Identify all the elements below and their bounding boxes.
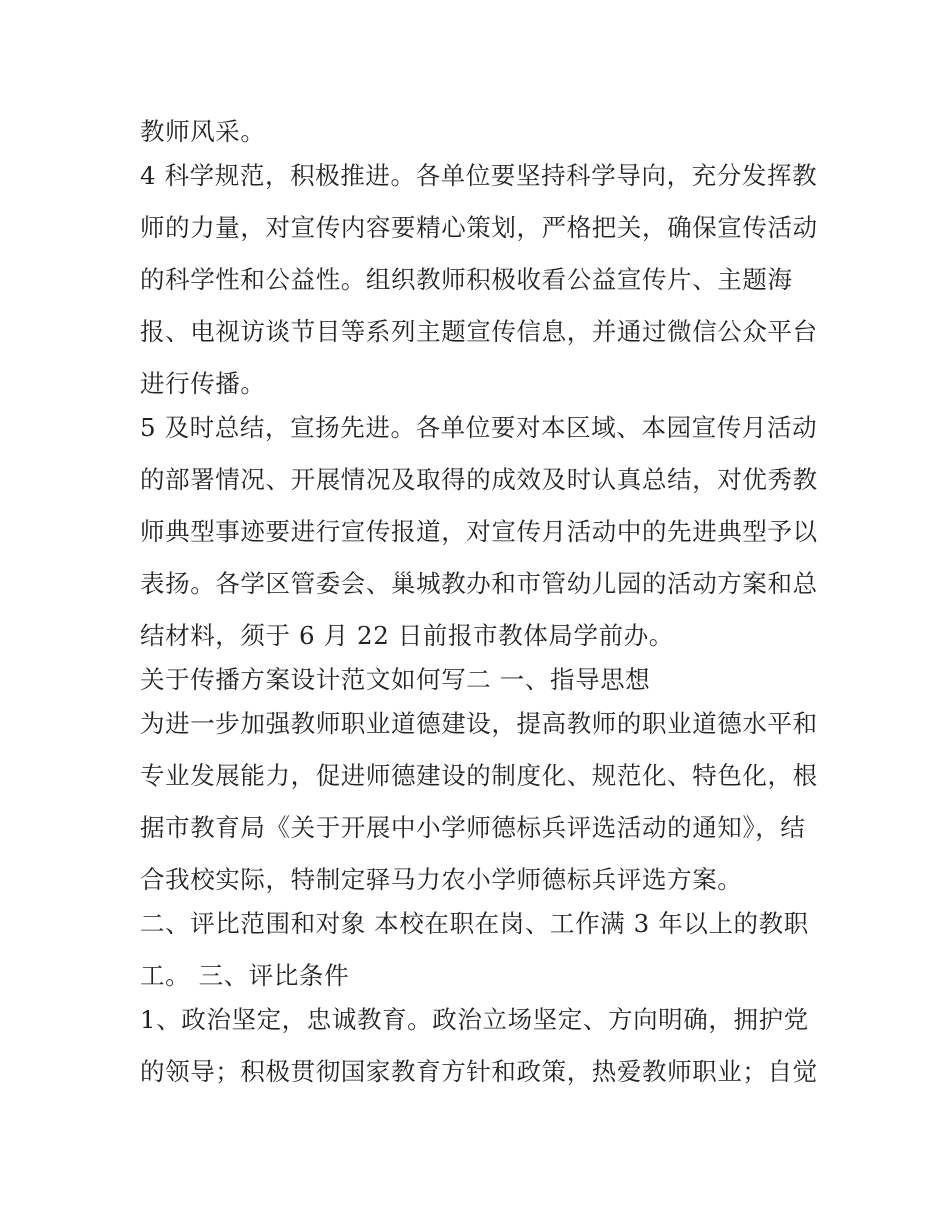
paragraph-line: 结材料，须于 6 月 22 日前报市教体局学前办。	[140, 621, 674, 650]
paragraph-line: 1、政治坚定，忠诚教育。政治立场坚定、方向明确，拥护党	[140, 1005, 809, 1034]
paragraph-line: 的部署情况、开展情况及取得的成效及时认真总结，对优秀教	[140, 465, 818, 494]
paragraph-line: 师典型事迹要进行宣传报道，对宣传月活动中的先进典型予以	[140, 517, 818, 546]
paragraph-line: 进行传播。	[140, 369, 266, 398]
paragraph-line: 的科学性和公益性。组织教师积极收看公益宣传片、主题海	[140, 265, 793, 294]
paragraph-line: 为进一步加强教师职业道德建设，提高教师的职业道德水平和	[140, 709, 818, 738]
paragraph-line: 教师风采。	[140, 117, 266, 146]
paragraph-line: 工。 三、评比条件	[140, 961, 350, 990]
paragraph-line: 专业发展能力，促进师德建设的制度化、规范化、特色化，根	[140, 761, 818, 790]
paragraph-line: 5 及时总结，宣扬先进。各单位要对本区域、本园宣传月活动	[140, 413, 818, 442]
paragraph-line: 据市教育局《关于开展中小学师德标兵评选活动的通知》，结	[140, 813, 806, 842]
section-heading: 关于传播方案设计范文如何写二 一、指导思想	[140, 665, 651, 694]
document-page	[140, 106, 820, 1098]
paragraph-line: 表扬。各学区管委会、巢城教办和市管幼儿园的活动方案和总	[140, 569, 818, 598]
paragraph-line: 报、电视访谈节目等系列主题宣传信息，并通过微信公众平台	[140, 317, 818, 346]
paragraph-line: 的领导；积极贯彻国家教育方针和政策，热爱教师职业；自觉	[140, 1057, 818, 1086]
paragraph-line: 二、评比范围和对象 本校在职在岗、工作满 3 年以上的教职	[140, 909, 809, 938]
paragraph-line: 合我校实际，特制定驿马力农小学师德标兵评选方案。	[140, 865, 743, 894]
paragraph-line: 师的力量，对宣传内容要精心策划，严格把关，确保宣传活动	[140, 213, 818, 242]
paragraph-line: 4 科学规范，积极推进。各单位要坚持科学导向，充分发挥教	[140, 161, 818, 190]
